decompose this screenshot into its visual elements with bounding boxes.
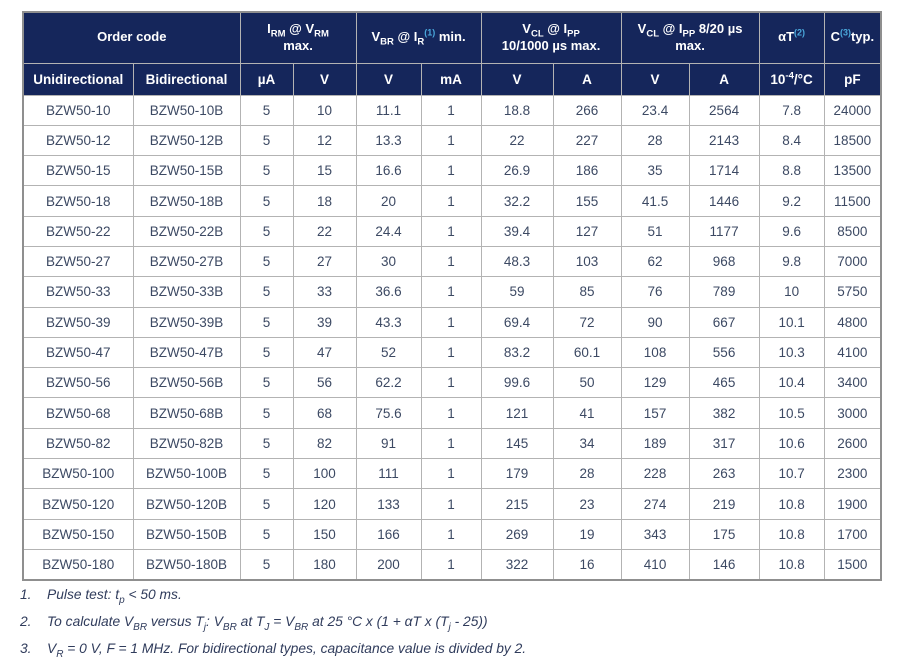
- cell-ir-ma: 1: [421, 489, 481, 519]
- cell-alpha-t: 8.8: [759, 156, 824, 186]
- cell-vcl-10-1000-v: 59: [481, 277, 553, 307]
- cell-vbr-v: 30: [356, 246, 421, 276]
- cell-unidirectional-order-code: BZW50-56: [23, 368, 133, 398]
- cell-vbr-v: 200: [356, 549, 421, 579]
- table-row: [23, 549, 881, 579]
- cell-ipp-8-20-a: 2143: [689, 125, 759, 155]
- unit-ipp2-a: A: [689, 63, 759, 95]
- cell-vcl-8-20-v: 28: [621, 125, 689, 155]
- cell-vcl-10-1000-v: 83.2: [481, 337, 553, 367]
- cell-vbr-v: 16.6: [356, 156, 421, 186]
- cell-bidirectional-order-code: BZW50-39B: [133, 307, 240, 337]
- cell-alpha-t: 10.6: [759, 428, 824, 458]
- col-group-vcl-8-20: $V_{CL}$ @ $I_{PP}$ 8/20 µs max.: [621, 12, 759, 63]
- cell-unidirectional-order-code: BZW50-39: [23, 307, 133, 337]
- cell-bidirectional-order-code: BZW50-82B: [133, 428, 240, 458]
- cell-alpha-t: 10.8: [759, 489, 824, 519]
- cell-irm-ua: 5: [240, 125, 293, 155]
- cell-bidirectional-order-code: BZW50-180B: [133, 549, 240, 579]
- cell-alpha-t: 10.5: [759, 398, 824, 428]
- cell-alpha-t: 8.4: [759, 125, 824, 155]
- cell-bidirectional-order-code: BZW50-10B: [133, 95, 240, 125]
- footnote-number: 2.: [20, 614, 32, 630]
- cell-vcl-8-20-v: 410: [621, 549, 689, 579]
- cell-irm-ua: 5: [240, 549, 293, 579]
- col-group-order-code: Order code: [23, 12, 240, 63]
- cell-irm-ua: 5: [240, 459, 293, 489]
- cell-ir-ma: 1: [421, 246, 481, 276]
- cell-ipp-8-20-a: 382: [689, 398, 759, 428]
- cell-unidirectional-order-code: BZW50-33: [23, 277, 133, 307]
- cell-c-pf: 5750: [824, 277, 881, 307]
- unit-c-pf: pF: [824, 63, 881, 95]
- unit-ir-ma: mA: [421, 63, 481, 95]
- unit-vcl2-v: V: [621, 63, 689, 95]
- cell-ir-ma: 1: [421, 125, 481, 155]
- cell-vrm-v: 68: [293, 398, 356, 428]
- unit-ipp1-a: A: [553, 63, 621, 95]
- cell-vcl-10-1000-v: 145: [481, 428, 553, 458]
- cell-vrm-v: 33: [293, 277, 356, 307]
- cell-alpha-t: 10.7: [759, 459, 824, 489]
- cell-ipp-8-20-a: 317: [689, 428, 759, 458]
- cell-ir-ma: 1: [421, 307, 481, 337]
- col-group-vbr-ir: $V_{BR}$ @ $I_R^{(1)}$ min.: [356, 12, 481, 63]
- cell-vcl-8-20-v: 76: [621, 277, 689, 307]
- cell-ipp-10-1000-a: 155: [553, 186, 621, 216]
- cell-vrm-v: 150: [293, 519, 356, 549]
- unit-vbr-v: V: [356, 63, 421, 95]
- cell-vrm-v: 12: [293, 125, 356, 155]
- cell-vrm-v: 47: [293, 337, 356, 367]
- cell-ipp-10-1000-a: 28: [553, 459, 621, 489]
- cell-vbr-v: 62.2: [356, 368, 421, 398]
- cell-ipp-10-1000-a: 127: [553, 216, 621, 246]
- table-row: [23, 186, 881, 216]
- cell-irm-ua: 5: [240, 277, 293, 307]
- cell-bidirectional-order-code: BZW50-27B: [133, 246, 240, 276]
- electrical-characteristics-table: [22, 11, 882, 581]
- cell-c-pf: 7000: [824, 246, 881, 276]
- cell-vcl-8-20-v: 228: [621, 459, 689, 489]
- cell-alpha-t: 10.3: [759, 337, 824, 367]
- cell-ir-ma: 1: [421, 549, 481, 579]
- cell-ir-ma: 1: [421, 428, 481, 458]
- cell-vbr-v: 24.4: [356, 216, 421, 246]
- footnote-1: [20, 586, 526, 605]
- cell-c-pf: 4800: [824, 307, 881, 337]
- cell-ir-ma: 1: [421, 186, 481, 216]
- cell-vbr-v: 75.6: [356, 398, 421, 428]
- cell-vbr-v: 11.1: [356, 95, 421, 125]
- cell-irm-ua: 5: [240, 368, 293, 398]
- table-body: [23, 95, 881, 580]
- cell-unidirectional-order-code: BZW50-150: [23, 519, 133, 549]
- cell-bidirectional-order-code: BZW50-120B: [133, 489, 240, 519]
- cell-irm-ua: 5: [240, 337, 293, 367]
- cell-bidirectional-order-code: BZW50-12B: [133, 125, 240, 155]
- table-row: [23, 95, 881, 125]
- cell-alpha-t: 10.1: [759, 307, 824, 337]
- cell-vbr-v: 111: [356, 459, 421, 489]
- cell-irm-ua: 5: [240, 428, 293, 458]
- cell-c-pf: 18500: [824, 125, 881, 155]
- cell-vcl-8-20-v: 274: [621, 489, 689, 519]
- cell-vrm-v: 56: [293, 368, 356, 398]
- cell-vcl-8-20-v: 108: [621, 337, 689, 367]
- col-group-vcl-10-1000: $V_{CL}$ @ $I_{PP}$ 10/1000 µs max.: [481, 12, 621, 63]
- cell-alpha-t: 9.6: [759, 216, 824, 246]
- col-group-alpha-t: αT$^{(2)}$: [759, 12, 824, 63]
- cell-bidirectional-order-code: BZW50-100B: [133, 459, 240, 489]
- cell-bidirectional-order-code: BZW50-56B: [133, 368, 240, 398]
- cell-ir-ma: 1: [421, 277, 481, 307]
- cell-ipp-10-1000-a: 41: [553, 398, 621, 428]
- cell-vcl-10-1000-v: 215: [481, 489, 553, 519]
- cell-ir-ma: 1: [421, 156, 481, 186]
- cell-alpha-t: 9.8: [759, 246, 824, 276]
- cell-ipp-10-1000-a: 186: [553, 156, 621, 186]
- cell-ipp-10-1000-a: 266: [553, 95, 621, 125]
- cell-vrm-v: 10: [293, 95, 356, 125]
- footnote-text: $V_R = 0$ V, F = 1 MHz. For bidirectional types, capacitance value is divided by 2.: [47, 641, 527, 660]
- cell-vcl-8-20-v: 129: [621, 368, 689, 398]
- cell-vbr-v: 133: [356, 489, 421, 519]
- cell-ipp-8-20-a: 1177: [689, 216, 759, 246]
- footnote-number: 1.: [20, 587, 32, 602]
- cell-c-pf: 2300: [824, 459, 881, 489]
- table-row: [23, 337, 881, 367]
- footnote-text: Pulse test: $t_p < 50$ ms.: [47, 587, 182, 606]
- table-row: [23, 277, 881, 307]
- cell-irm-ua: 5: [240, 519, 293, 549]
- cell-vrm-v: 18: [293, 186, 356, 216]
- cell-ipp-8-20-a: 1714: [689, 156, 759, 186]
- cell-vcl-10-1000-v: 121: [481, 398, 553, 428]
- cell-irm-ua: 5: [240, 489, 293, 519]
- cell-irm-ua: 5: [240, 398, 293, 428]
- cell-vcl-8-20-v: 23.4: [621, 95, 689, 125]
- cell-vcl-10-1000-v: 26.9: [481, 156, 553, 186]
- cell-ipp-10-1000-a: 60.1: [553, 337, 621, 367]
- cell-unidirectional-order-code: BZW50-15: [23, 156, 133, 186]
- cell-vcl-8-20-v: 41.5: [621, 186, 689, 216]
- cell-unidirectional-order-code: BZW50-27: [23, 246, 133, 276]
- cell-unidirectional-order-code: BZW50-100: [23, 459, 133, 489]
- cell-c-pf: 13500: [824, 156, 881, 186]
- cell-vbr-v: 13.3: [356, 125, 421, 155]
- cell-vcl-8-20-v: 157: [621, 398, 689, 428]
- cell-bidirectional-order-code: BZW50-33B: [133, 277, 240, 307]
- cell-ipp-8-20-a: 263: [689, 459, 759, 489]
- cell-bidirectional-order-code: BZW50-68B: [133, 398, 240, 428]
- cell-bidirectional-order-code: BZW50-47B: [133, 337, 240, 367]
- cell-c-pf: 3400: [824, 368, 881, 398]
- table-row: [23, 398, 881, 428]
- unit-vcl1-v: V: [481, 63, 553, 95]
- cell-ir-ma: 1: [421, 337, 481, 367]
- cell-irm-ua: 5: [240, 95, 293, 125]
- cell-irm-ua: 5: [240, 307, 293, 337]
- cell-ipp-8-20-a: 2564: [689, 95, 759, 125]
- table-row: [23, 216, 881, 246]
- unit-vrm-v: V: [293, 63, 356, 95]
- cell-c-pf: 1900: [824, 489, 881, 519]
- cell-vcl-10-1000-v: 99.6: [481, 368, 553, 398]
- cell-vcl-10-1000-v: 322: [481, 549, 553, 579]
- cell-bidirectional-order-code: BZW50-15B: [133, 156, 240, 186]
- cell-vbr-v: 36.6: [356, 277, 421, 307]
- cell-vbr-v: 91: [356, 428, 421, 458]
- cell-unidirectional-order-code: BZW50-82: [23, 428, 133, 458]
- cell-ipp-10-1000-a: 227: [553, 125, 621, 155]
- cell-vrm-v: 180: [293, 549, 356, 579]
- cell-vcl-10-1000-v: 32.2: [481, 186, 553, 216]
- cell-vcl-8-20-v: 90: [621, 307, 689, 337]
- cell-unidirectional-order-code: BZW50-180: [23, 549, 133, 579]
- cell-ipp-8-20-a: 175: [689, 519, 759, 549]
- cell-ipp-8-20-a: 146: [689, 549, 759, 579]
- cell-ipp-10-1000-a: 103: [553, 246, 621, 276]
- cell-ir-ma: 1: [421, 459, 481, 489]
- cell-irm-ua: 5: [240, 156, 293, 186]
- cell-c-pf: 3000: [824, 398, 881, 428]
- cell-vcl-8-20-v: 35: [621, 156, 689, 186]
- cell-vcl-10-1000-v: 48.3: [481, 246, 553, 276]
- cell-bidirectional-order-code: BZW50-18B: [133, 186, 240, 216]
- cell-vbr-v: 20: [356, 186, 421, 216]
- cell-alpha-t: 10.8: [759, 519, 824, 549]
- table-row: [23, 459, 881, 489]
- cell-vbr-v: 43.3: [356, 307, 421, 337]
- cell-vrm-v: 82: [293, 428, 356, 458]
- cell-c-pf: 4100: [824, 337, 881, 367]
- cell-ipp-10-1000-a: 34: [553, 428, 621, 458]
- cell-c-pf: 8500: [824, 216, 881, 246]
- cell-vrm-v: 27: [293, 246, 356, 276]
- cell-ir-ma: 1: [421, 95, 481, 125]
- cell-alpha-t: 7.8: [759, 95, 824, 125]
- cell-ipp-8-20-a: 219: [689, 489, 759, 519]
- cell-vcl-10-1000-v: 179: [481, 459, 553, 489]
- cell-c-pf: 2600: [824, 428, 881, 458]
- cell-ir-ma: 1: [421, 519, 481, 549]
- table-row: [23, 428, 881, 458]
- cell-vcl-8-20-v: 51: [621, 216, 689, 246]
- cell-unidirectional-order-code: BZW50-12: [23, 125, 133, 155]
- cell-vcl-10-1000-v: 18.8: [481, 95, 553, 125]
- cell-c-pf: 24000: [824, 95, 881, 125]
- cell-c-pf: 11500: [824, 186, 881, 216]
- cell-ipp-10-1000-a: 23: [553, 489, 621, 519]
- cell-ipp-8-20-a: 667: [689, 307, 759, 337]
- table-row: [23, 156, 881, 186]
- cell-vrm-v: 100: [293, 459, 356, 489]
- cell-ipp-8-20-a: 968: [689, 246, 759, 276]
- table-row: [23, 368, 881, 398]
- cell-c-pf: 1700: [824, 519, 881, 549]
- cell-unidirectional-order-code: BZW50-22: [23, 216, 133, 246]
- cell-ipp-10-1000-a: 85: [553, 277, 621, 307]
- table-row: [23, 519, 881, 549]
- footnote-number: 3.: [20, 641, 32, 657]
- footnotes: [20, 586, 526, 667]
- cell-vcl-10-1000-v: 22: [481, 125, 553, 155]
- cell-vrm-v: 120: [293, 489, 356, 519]
- col-group-c-typ: C$^{(3)}$typ.: [824, 12, 881, 63]
- cell-ipp-8-20-a: 465: [689, 368, 759, 398]
- col-group-irm-vrm: $I_{RM}$ @ $V_{RM}$ max.: [240, 12, 356, 63]
- cell-ipp-8-20-a: 789: [689, 277, 759, 307]
- cell-vrm-v: 39: [293, 307, 356, 337]
- cell-alpha-t: 10: [759, 277, 824, 307]
- cell-ipp-10-1000-a: 72: [553, 307, 621, 337]
- cell-vbr-v: 166: [356, 519, 421, 549]
- table-row: [23, 246, 881, 276]
- cell-ipp-8-20-a: 556: [689, 337, 759, 367]
- table-header: [23, 12, 881, 95]
- footnote-2: [20, 613, 526, 632]
- table-row: [23, 125, 881, 155]
- cell-bidirectional-order-code: BZW50-22B: [133, 216, 240, 246]
- unit-alpha-t: $10^{-4}/^\circ C$: [759, 63, 824, 95]
- cell-vrm-v: 15: [293, 156, 356, 186]
- cell-ipp-10-1000-a: 19: [553, 519, 621, 549]
- cell-ir-ma: 1: [421, 216, 481, 246]
- cell-vcl-10-1000-v: 39.4: [481, 216, 553, 246]
- table-row: [23, 307, 881, 337]
- col-bidirectional: Bidirectional: [133, 63, 240, 95]
- cell-alpha-t: 10.4: [759, 368, 824, 398]
- cell-ir-ma: 1: [421, 398, 481, 428]
- col-unidirectional: Unidirectional: [23, 63, 133, 95]
- cell-bidirectional-order-code: BZW50-150B: [133, 519, 240, 549]
- cell-irm-ua: 5: [240, 186, 293, 216]
- table-row: [23, 489, 881, 519]
- cell-alpha-t: 10.8: [759, 549, 824, 579]
- cell-unidirectional-order-code: BZW50-18: [23, 186, 133, 216]
- cell-unidirectional-order-code: BZW50-10: [23, 95, 133, 125]
- cell-vbr-v: 52: [356, 337, 421, 367]
- cell-ipp-10-1000-a: 16: [553, 549, 621, 579]
- cell-irm-ua: 5: [240, 216, 293, 246]
- cell-vcl-10-1000-v: 269: [481, 519, 553, 549]
- cell-unidirectional-order-code: BZW50-120: [23, 489, 133, 519]
- footnote-text: To calculate $V_{BR}$ versus $T_j$: $V_{BR}$ at $T_J = V_{BR}$ at 25 °C x (1 + αT x $(T_j - 25)$): [47, 614, 488, 633]
- cell-c-pf: 1500: [824, 549, 881, 579]
- cell-ipp-8-20-a: 1446: [689, 186, 759, 216]
- cell-vcl-10-1000-v: 69.4: [481, 307, 553, 337]
- cell-ipp-10-1000-a: 50: [553, 368, 621, 398]
- cell-vcl-8-20-v: 343: [621, 519, 689, 549]
- cell-irm-ua: 5: [240, 246, 293, 276]
- unit-irm-ua: µA: [240, 63, 293, 95]
- footnote-3: [20, 640, 526, 659]
- cell-ir-ma: 1: [421, 368, 481, 398]
- cell-vcl-8-20-v: 189: [621, 428, 689, 458]
- cell-vcl-8-20-v: 62: [621, 246, 689, 276]
- header-group-row: [23, 12, 881, 63]
- cell-unidirectional-order-code: BZW50-47: [23, 337, 133, 367]
- cell-unidirectional-order-code: BZW50-68: [23, 398, 133, 428]
- cell-vrm-v: 22: [293, 216, 356, 246]
- cell-alpha-t: 9.2: [759, 186, 824, 216]
- header-units-row: [23, 63, 881, 95]
